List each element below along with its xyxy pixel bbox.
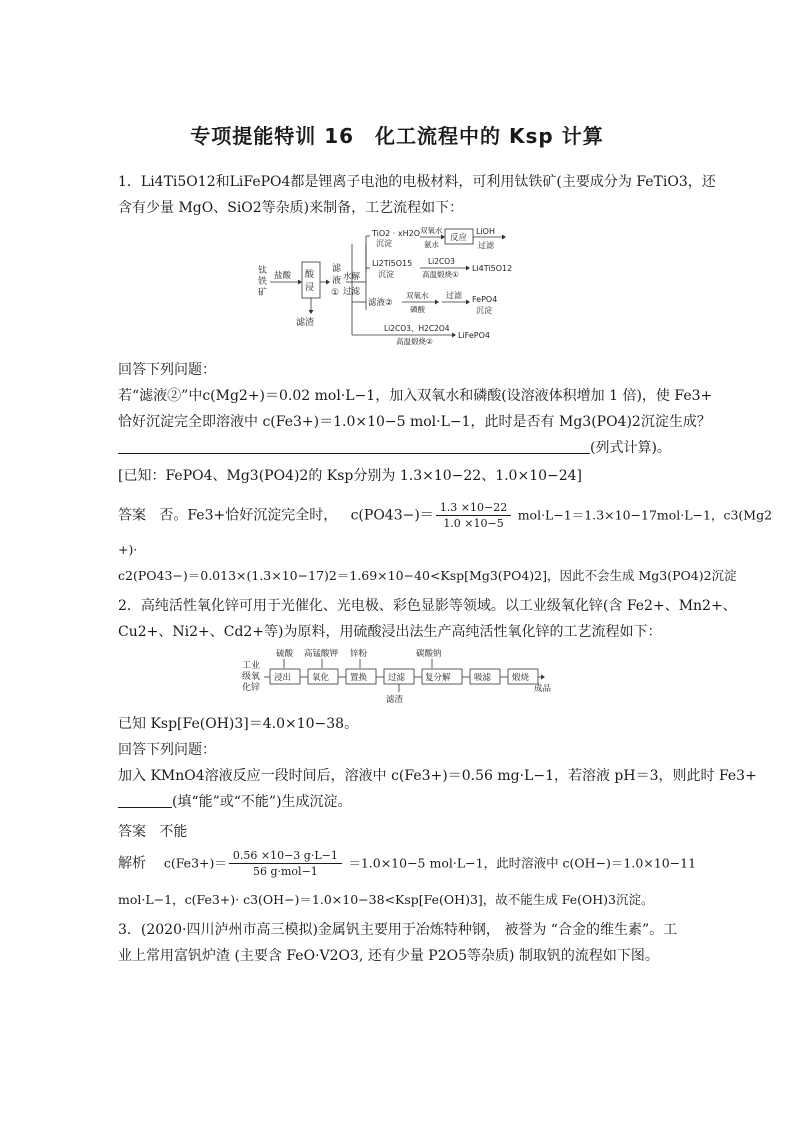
q3-line-2: 业上常用富钒炉渣 (主要含 FeO·V2O3, 还有少量 P2O5等杂质) 制取钒的流程如下图。 (118, 948, 659, 964)
q1-answer-line-2: +)· (118, 542, 138, 557)
flow-react: 反应 (450, 233, 468, 243)
flow-ore-2: 铁 (258, 277, 268, 287)
q3-line-1: 3．(2020·四川泸州市高三模拟)金属钒主要用于冶炼特种钢， 被誉为 “合金的维生素”。工 (118, 922, 678, 938)
q2-line-2: Cu2+、Ni2+、Cd2+等)为原料，用硫酸浸出法生产高纯活性氧化锌的工艺流程如下： (118, 624, 662, 640)
q2-explanation-fraction: $\frac{0.56 \times 10-3 g\cdot L-1}{\text{56 g·mol−1}}$ (229, 848, 342, 879)
flow-h2o2h3po4-1: 双氧水 (406, 291, 429, 300)
flow-h2o2nh3-2: 氨水 (424, 240, 439, 249)
flow2-step-3: 置换 (350, 673, 368, 683)
q2-answer: 答案 不能 (118, 824, 188, 840)
flow-fepo4-1: FePO4 (472, 295, 498, 304)
q1-line-1: 1．Li4Ti5O12和LiFePO4都是锂离子电池的电极材料，可利用钛铁矿(主要成分为 FeTiO3，还 (118, 174, 716, 190)
flow2-reagent-1: 硫酸 (276, 649, 294, 659)
flow-li2ti5-1: Li2Ti5O15 (372, 259, 413, 268)
q2-answer-blank[interactable] (118, 793, 172, 808)
flow-filtrate1-2: 液 (332, 276, 342, 286)
flow2-step-2: 氧化 (312, 673, 330, 683)
flow-tio2-1: TiO2 · xH2O (372, 229, 421, 238)
q1-answer-blank[interactable] (118, 439, 590, 454)
q2-question-line-2: (填“能”或“不能”)生成沉淀。 (118, 792, 678, 812)
flow2-step-1: 浸出 (274, 673, 292, 683)
flow-calc2-1: Li2CO3、H2C2O4 (384, 324, 450, 333)
flow-filter: 过滤 (446, 291, 462, 300)
flow2-step-6: 吸滤 (474, 673, 492, 683)
q2-line-1: 2．高纯活性氧化锌可用于光催化、光电极、彩色显影等领域。以工业级氧化锌(含 Fe2+、Mn2+、 (118, 598, 737, 614)
flow-ore-3: 矿 (258, 288, 268, 298)
flow-li2co3-1: Li2CO3 (428, 257, 455, 266)
page-title: 专项提能特训 16 化工流程中的 Ksp 计算 (190, 124, 604, 148)
flow2-step-5: 复分解 (425, 673, 451, 683)
q1-question-line-3: (列式计算)。 (118, 438, 678, 458)
flow-calc2-2: 高温煅烧② (396, 337, 433, 346)
flow-li2co3-2: 高温煅烧① (422, 270, 459, 279)
flow-tio2-2: 沉淀 (376, 239, 392, 248)
q2-flow-diagram (238, 644, 558, 706)
q1-question-line-1: 若“滤液②”中c(Mg2+)＝0.02 mol·L−1，加入双氧水和磷酸(设溶液体积增加 1 倍)，使 Fe3+ (118, 388, 713, 404)
flow-li2ti5-2: 沉淀 (378, 270, 394, 279)
flow-fepo4-2: 沉淀 (476, 306, 492, 315)
flow-lioh-2: 过滤 (478, 241, 494, 250)
q1-answer-fraction: $\frac{1.3 \times 10-22}{1.0 \times 10-5}$ (436, 500, 511, 531)
flow-hydro-2: 过滤 (343, 287, 361, 297)
flow2-residue: 滤渣 (386, 695, 404, 705)
flow-leach-2: 浸 (305, 283, 315, 293)
flow-hcl: 盐酸 (274, 271, 292, 281)
q1-answer-line-3: c2(PO43−)＝0.013×(1.3×10−17)2＝1.69×10−40<Ksp[Mg3(PO4)2]，因此不会生成 Mg3(PO4)2沉淀 (118, 568, 737, 583)
q1-answer-line-1: 答案 否。Fe3+恰好沉淀完全时， c(PO43−)＝ $\frac{1.3 \times 10-22}{1.0 \times 10-5}$ mol·L−1＝1.3×10−17mol·L−1，c3(Mg2 (118, 501, 773, 530)
flow-lioh-1: LiOH (476, 227, 495, 236)
flow-ore-1: 钛 (258, 266, 268, 276)
flow-h2o2nh3-1: 双氧水 (420, 226, 443, 235)
flow2-reagent-3: 锌粉 (350, 649, 368, 659)
flow-h2o2h3po4-2: 磷酸 (410, 305, 425, 314)
flow2-step-7: 煅烧 (512, 673, 530, 683)
flow-hydro-1: 水解 (343, 272, 361, 282)
flow-lifepo4: LiFePO4 (458, 331, 490, 340)
q2-explanation-line-2: mol·L−1，c(Fe3+)· c3(OH−)＝1.0×10−38<Ksp[Fe(OH)3]，故不能生成 Fe(OH)3沉淀。 (118, 892, 654, 907)
q1-known: [已知：FePO4、Mg3(PO4)2的 Ksp分别为 1.3×10−22、1.0×10−24] (118, 468, 583, 484)
flow2-reagent-2: 高锰酸钾 (304, 649, 339, 659)
flow-li4ti5o12: Li4Ti5O12 (472, 264, 513, 273)
flow2-product: 成品 (534, 684, 552, 694)
flow-filtrate1-1: 滤 (332, 264, 342, 274)
flow2-reagent-4: 碳酸钠 (416, 649, 442, 659)
flow-filtrate1-3: ① (331, 288, 340, 298)
q1-question-line-2: 恰好沉淀完全即溶液中 c(Fe3+)＝1.0×10−5 mol·L−1，此时是否有 Mg3(PO4)2沉淀生成？ (118, 414, 711, 430)
q2-question-line-1: 加入 KMnO4溶液反应一段时间后，溶液中 c(Fe3+)＝0.56 mg·L−1，若溶液 pH＝3，则此时 Fe3+ (118, 768, 757, 784)
flow2-raw-3: 化锌 (242, 683, 261, 693)
q1-line-2: 含有少量 MgO、SiO2等杂质)来制备，工艺流程如下： (118, 200, 464, 216)
flow-leach-1: 酸 (305, 270, 315, 280)
flow2-raw-1: 工业 (242, 661, 261, 671)
q1-answer-label: 答案 (118, 507, 146, 524)
q2-explanation-line-1: 解析 c(Fe3+)＝ $\frac{0.56 \times 10-3 g\cdot L-1}{\text{56 g·mol−1}}$ ＝1.0×10−5 mol·L−1，此时溶液中 c(OH−)＝1.0×10−11 (118, 849, 697, 878)
flow2-raw-2: 级氧 (242, 672, 261, 682)
q2-known: 已知 Ksp[Fe(OH)3]＝4.0×10−38。 (118, 716, 359, 732)
flow2-step-4: 过滤 (388, 673, 406, 683)
flow-residue-1: 滤渣 (296, 318, 315, 328)
q1-answer-prompt: 回答下列问题： (118, 362, 216, 378)
q2-answer-prompt: 回答下列问题： (118, 742, 216, 758)
flow-filtrate2: 滤液② (368, 298, 393, 308)
q1-flow-diagram (252, 224, 552, 348)
